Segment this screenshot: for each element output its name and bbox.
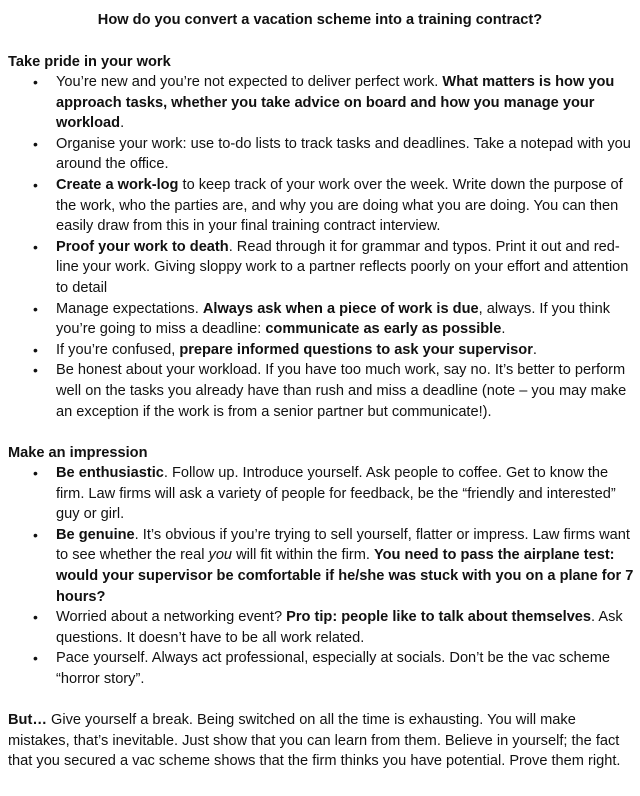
bold-text-run: Be genuine bbox=[56, 526, 135, 543]
text-run: If you’re confused, bbox=[56, 341, 180, 358]
bullet-item bbox=[0, 360, 640, 422]
section-heading-make-impression: Make an impression bbox=[8, 445, 148, 461]
bullet-icon: • bbox=[33, 176, 38, 193]
bullet-icon: • bbox=[33, 341, 38, 358]
section-heading-take-pride: Take pride in your work bbox=[8, 54, 171, 70]
bullet-item bbox=[0, 175, 640, 237]
bullet-item bbox=[0, 463, 640, 525]
text-run: . bbox=[501, 321, 506, 338]
bullet-item bbox=[0, 607, 640, 648]
bullet-icon: • bbox=[33, 609, 38, 626]
text-run: . Ask questions. It doesn’t have to be all work related. bbox=[56, 609, 623, 646]
bullet-icon: • bbox=[33, 465, 38, 481]
document-title: How do you convert a vacation scheme into a training contract? bbox=[97, 12, 543, 28]
bold-text-run: prepare informed questions to ask your supervisor bbox=[179, 341, 533, 358]
text-run: . It’s obvious if you’re trying to sell yourself, flatter or impress. Law firms want to see whether the real bbox=[56, 526, 630, 564]
bold-text-run: But… bbox=[8, 712, 47, 728]
bold-text-run: You need to pass the airplane test: would your supervisor be comfortable if he/she was stuck with you on a plane for 7 hours? bbox=[56, 547, 634, 605]
bullet-item bbox=[0, 134, 640, 175]
bold-text-run: What matters is how you approach tasks, whether you take advice on board and how you manage your workload bbox=[56, 74, 615, 132]
bold-text-run: Proof your work to death bbox=[56, 238, 229, 255]
bullet-item bbox=[0, 340, 640, 361]
bold-text-run: communicate as early as possible bbox=[265, 321, 502, 338]
bullet-icon: • bbox=[33, 650, 38, 667]
bold-text-run: Create a work-log bbox=[56, 176, 179, 193]
bold-text-run: Pro tip: people like to talk about themselves bbox=[286, 609, 592, 626]
text-run: Pace yourself. Always act professional, especially at socials. Don’t be the vac scheme “horror story”. bbox=[56, 650, 611, 687]
text-run: to keep track of your work over the week. Write down the purpose of the work, who the parties are, and why you are doing what you are doing. You can then easily draw from this in your final training contract interview. bbox=[56, 176, 623, 235]
bold-text-run: Be enthusiastic bbox=[56, 465, 164, 481]
text-run: . Read through it for grammar and typos. Print it out and red-line your work. Giving sloppy work to a partner reflects poorly on your effort and attention to detail bbox=[56, 238, 629, 296]
text-run: , always. If you think you’re going to miss a deadline: bbox=[56, 300, 611, 338]
text-run: . bbox=[532, 341, 537, 358]
bullet-icon: • bbox=[33, 238, 38, 255]
bullet-list-make-impression bbox=[0, 463, 640, 690]
text-run: will fit within the firm. bbox=[232, 547, 374, 564]
bullet-item bbox=[0, 237, 640, 299]
bullet-icon: • bbox=[33, 74, 38, 90]
closing-paragraph bbox=[8, 710, 636, 772]
bullet-icon: • bbox=[33, 135, 38, 152]
text-run: Organise your work: use to-do lists to track tasks and deadlines. Take a notepad with you around the office. bbox=[56, 135, 631, 173]
bullet-icon: • bbox=[33, 362, 38, 379]
bullet-item bbox=[0, 299, 640, 340]
text-run: . Follow up. Introduce yourself. Ask people to coffee. Get to know the firm. Law firms will ask a variety of people for feedback, be the “friendly and interested” guy or girl. bbox=[56, 465, 616, 523]
text-run: Manage expectations. bbox=[56, 300, 203, 317]
bold-text-run: Always ask when a piece of work is due bbox=[202, 300, 479, 317]
bullet-icon: • bbox=[33, 526, 38, 543]
bullet-item bbox=[0, 525, 640, 607]
bullet-icon: • bbox=[33, 300, 38, 317]
text-run: Worried about a networking event? bbox=[56, 609, 287, 626]
bullet-item bbox=[0, 648, 640, 689]
text-run: Be honest about your workload. If you have too much work, say no. It’s better to perform well on the tasks you already have than rush and miss a deadline (note – you may make an exception if the work is from a senior partner but communicate!). bbox=[56, 362, 627, 420]
bullet-list-take-pride bbox=[0, 72, 640, 422]
text-run: You’re new and you’re not expected to deliver perfect work. bbox=[56, 74, 443, 90]
text-run: Give yourself a break. Being switched on all the time is exhausting. You will make mistakes, that’s inevitable. Just show that you can learn from them. Believe in yourself; the fact that you secured a vac scheme shows that the firm thinks you have potential. Prove them right. bbox=[8, 712, 621, 770]
italic-text-run: you bbox=[208, 547, 233, 564]
bullet-item bbox=[0, 72, 640, 134]
text-run: . bbox=[120, 115, 125, 132]
